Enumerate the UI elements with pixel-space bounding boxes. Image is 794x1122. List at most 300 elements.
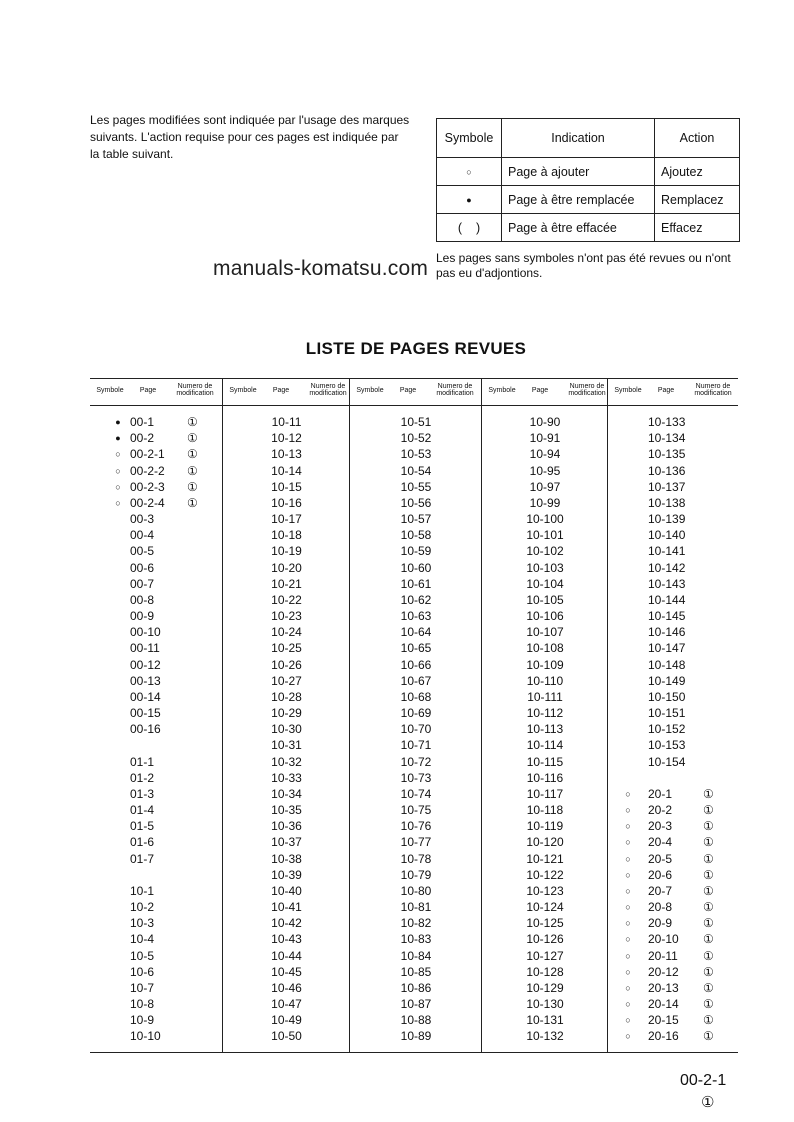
page-ref: 10-58 xyxy=(400,528,432,543)
page-ref: 10-100 xyxy=(526,512,564,527)
page-ref: 00-1 xyxy=(130,415,155,429)
table-row xyxy=(223,786,350,802)
table-row xyxy=(482,543,608,559)
table-row xyxy=(350,899,482,915)
page-ref: 10-29 xyxy=(271,706,302,721)
page-ref: 00-3 xyxy=(130,512,155,527)
page-ref: 10-125 xyxy=(526,916,564,931)
table-row xyxy=(350,479,482,495)
page-ref: 10-115 xyxy=(526,754,564,769)
table-row xyxy=(223,1028,350,1044)
page-ref: 10-55 xyxy=(400,479,432,494)
page-ref: 20-11 xyxy=(648,948,678,963)
table-row xyxy=(223,511,350,527)
table-row xyxy=(90,608,222,624)
page-ref: 10-81 xyxy=(400,900,432,915)
table-row xyxy=(482,770,608,786)
page-ref: 10-107 xyxy=(526,625,564,640)
table-row xyxy=(223,705,350,721)
table-row xyxy=(608,802,739,818)
table-row xyxy=(350,964,482,980)
table-row xyxy=(482,511,608,527)
table-row xyxy=(350,802,482,818)
table-row xyxy=(482,737,608,753)
page-ref: 10-59 xyxy=(400,544,432,559)
table-row xyxy=(608,495,739,511)
page-ref: 10-71 xyxy=(400,738,432,753)
page-ref: 10-117 xyxy=(526,786,564,801)
page-ref: 10-153 xyxy=(648,738,686,753)
page-title: LISTE DE PAGES REVUES xyxy=(305,339,527,358)
revision-symbol: ○ xyxy=(625,788,631,799)
page-ref: 10-137 xyxy=(648,479,686,494)
page-ref: 10-143 xyxy=(648,576,686,591)
table-row xyxy=(350,931,482,947)
table-row xyxy=(482,996,608,1012)
page-ref: 00-5 xyxy=(130,544,155,559)
page-ref: 00-8 xyxy=(130,592,155,607)
page-ref: 10-106 xyxy=(526,609,564,624)
page-ref: 10-37 xyxy=(271,835,302,850)
table-row xyxy=(608,657,739,673)
page-ref: 10-83 xyxy=(400,932,432,947)
page-ref: 10-104 xyxy=(526,576,564,591)
watermark: manuals-komatsu.com xyxy=(213,257,429,280)
column-group-2 xyxy=(222,379,350,1052)
header-page: Page xyxy=(399,387,417,394)
page-ref: 10-62 xyxy=(400,592,432,607)
table-row xyxy=(223,446,350,462)
modification-number: ① xyxy=(703,997,714,1012)
table-row xyxy=(90,560,222,576)
modification-number: ① xyxy=(187,415,198,429)
table-row xyxy=(350,867,482,883)
table-row xyxy=(90,721,222,737)
table-row xyxy=(608,689,739,705)
legend-indication: Page à être effacée xyxy=(502,214,655,242)
table-row xyxy=(482,495,608,511)
page-ref: 20-12 xyxy=(648,964,679,979)
table-row xyxy=(482,786,608,802)
table-row xyxy=(608,463,739,479)
table-row xyxy=(608,899,739,915)
page-ref: 00-12 xyxy=(130,657,161,672)
header-symbol: Symbole xyxy=(96,387,124,394)
page-ref: 10-88 xyxy=(400,1013,432,1028)
page-ref: 10-146 xyxy=(648,625,686,640)
page-ref: 10-51 xyxy=(400,415,432,429)
modification-number: ① xyxy=(703,819,714,834)
legend-indication: Page à ajouter xyxy=(502,158,655,186)
page-ref: 10-4 xyxy=(130,932,155,947)
page-ref: 10-73 xyxy=(400,770,432,785)
page-ref: 10-15 xyxy=(271,479,302,494)
page-ref: 10-1 xyxy=(130,883,155,898)
table-row xyxy=(90,883,222,899)
page-ref: 00-7 xyxy=(130,576,155,591)
page-ref: 00-6 xyxy=(130,560,155,575)
page-ref: 10-84 xyxy=(400,948,432,963)
page-ref: 01-6 xyxy=(130,835,155,850)
table-row xyxy=(350,754,482,770)
page-ref: 10-95 xyxy=(529,463,561,478)
page-ref: 10-139 xyxy=(648,512,686,527)
table-row xyxy=(90,576,222,592)
table-row xyxy=(350,980,482,996)
page-ref: 00-14 xyxy=(130,689,161,704)
table-row xyxy=(90,964,222,980)
symbol-legend-table xyxy=(436,118,740,242)
table-row xyxy=(223,948,350,964)
table-row xyxy=(482,899,608,915)
page-ref: 10-27 xyxy=(271,673,302,688)
table-row xyxy=(90,673,222,689)
table-row xyxy=(482,576,608,592)
table-row xyxy=(482,754,608,770)
page-ref: 00-2-1 xyxy=(130,447,165,462)
page-ref: 10-60 xyxy=(400,560,432,575)
table-row xyxy=(223,802,350,818)
page-ref: 10-136 xyxy=(648,463,686,478)
page-ref: 10-63 xyxy=(400,609,432,624)
table-row xyxy=(90,737,222,753)
table-row xyxy=(482,414,608,430)
page-ref: 10-97 xyxy=(529,479,561,494)
table-row xyxy=(608,430,739,446)
table-row xyxy=(223,721,350,737)
header-symbol: Symbole xyxy=(614,387,642,394)
header-symbol: Symbole xyxy=(229,387,257,394)
column-group-4 xyxy=(481,379,608,1052)
header-symbol: Symbole xyxy=(356,387,384,394)
table-row xyxy=(90,1028,222,1044)
page-ref: 10-35 xyxy=(271,803,302,818)
table-row xyxy=(482,527,608,543)
revision-symbol: ○ xyxy=(115,465,121,476)
modification-number: ① xyxy=(703,803,714,818)
page-ref: 10-116 xyxy=(526,770,564,785)
table-row xyxy=(482,721,608,737)
revision-symbol: ● xyxy=(115,417,121,427)
table-row xyxy=(90,754,222,770)
page-ref: 10-119 xyxy=(526,819,564,834)
revision-symbol: ○ xyxy=(625,837,631,848)
page-ref: 10-2 xyxy=(130,900,155,915)
table-row xyxy=(90,1012,222,1028)
header-modification: Numero de modification xyxy=(694,383,732,397)
table-row xyxy=(223,770,350,786)
page-ref: 10-77 xyxy=(400,835,432,850)
page-ref: 20-5 xyxy=(648,851,673,866)
revision-symbol: ○ xyxy=(625,934,631,945)
legend-symbol: ( ) xyxy=(437,214,502,242)
page-ref: 01-1 xyxy=(130,754,155,769)
page-ref: 10-75 xyxy=(400,803,432,818)
table-row xyxy=(608,867,739,883)
table-row xyxy=(90,818,222,834)
table-row xyxy=(350,705,482,721)
table-row xyxy=(350,948,482,964)
page-ref: 10-150 xyxy=(648,689,686,704)
revision-symbol: ○ xyxy=(115,449,121,460)
page-ref: 10-147 xyxy=(648,641,686,656)
table-row xyxy=(90,511,222,527)
page-ref: 10-17 xyxy=(271,512,302,527)
page-ref: 00-10 xyxy=(130,625,161,640)
page-ref: 10-10 xyxy=(130,1029,161,1044)
table-row xyxy=(608,1028,739,1044)
table-row xyxy=(482,867,608,883)
page-ref: 10-99 xyxy=(529,495,561,510)
table-row xyxy=(482,1012,608,1028)
legend-symbol: ● xyxy=(437,186,502,214)
page-ref: 01-2 xyxy=(130,770,155,785)
page-ref: 20-10 xyxy=(648,932,679,947)
page-ref: 00-2-4 xyxy=(130,495,165,510)
page-ref: 00-11 xyxy=(130,641,160,656)
table-row xyxy=(90,689,222,705)
page-ref: 00-4 xyxy=(130,528,155,543)
page-ref: 10-43 xyxy=(271,932,302,947)
legend-action: Effacez xyxy=(655,214,740,242)
table-row xyxy=(608,851,739,867)
page-ref: 00-9 xyxy=(130,609,155,624)
page-ref: 10-124 xyxy=(526,900,564,915)
table-row xyxy=(90,463,222,479)
page-ref: 10-25 xyxy=(271,641,302,656)
page-ref: 10-89 xyxy=(400,1029,432,1044)
table-row xyxy=(350,657,482,673)
table-row xyxy=(350,463,482,479)
revision-symbol: ○ xyxy=(625,999,631,1010)
page-ref: 20-2 xyxy=(648,803,673,818)
table-row xyxy=(482,463,608,479)
table-row xyxy=(608,673,739,689)
page-ref: 20-7 xyxy=(648,883,673,898)
table-row xyxy=(350,543,482,559)
modification-number: ① xyxy=(703,883,714,898)
page-ref: 10-90 xyxy=(529,415,561,429)
modification-number: ① xyxy=(187,447,198,462)
table-row xyxy=(223,463,350,479)
table-row xyxy=(350,1028,482,1044)
table-row xyxy=(482,915,608,931)
page-ref: 10-151 xyxy=(648,706,686,721)
table-row xyxy=(482,673,608,689)
page-ref: 10-141 xyxy=(648,544,686,559)
table-row xyxy=(90,543,222,559)
page-ref: 10-23 xyxy=(271,609,302,624)
table-row xyxy=(223,689,350,705)
page-ref: 10-128 xyxy=(526,964,564,979)
table-row xyxy=(350,851,482,867)
revised-pages-table xyxy=(90,378,738,1053)
page-ref: 10-61 xyxy=(400,576,432,591)
page-ref: 20-3 xyxy=(648,819,673,834)
page-ref: 10-82 xyxy=(400,916,432,931)
page-ref: 10-113 xyxy=(526,722,564,737)
page-ref: 10-26 xyxy=(271,657,302,672)
modification-number: ① xyxy=(187,431,198,446)
page-ref: 10-109 xyxy=(526,657,564,672)
page-ref: 20-4 xyxy=(648,835,673,850)
legend-action: Ajoutez xyxy=(655,158,740,186)
table-row xyxy=(608,964,739,980)
table-row xyxy=(350,527,482,543)
table-row xyxy=(223,479,350,495)
table-row xyxy=(608,818,739,834)
page-ref: 10-76 xyxy=(400,819,432,834)
table-row xyxy=(223,818,350,834)
table-row xyxy=(608,980,739,996)
page-ref: 10-39 xyxy=(271,867,302,882)
legend-action: Remplacez xyxy=(655,186,740,214)
page-ref: 20-9 xyxy=(648,916,673,931)
table-row xyxy=(223,414,350,430)
modification-number: ① xyxy=(187,463,198,478)
page-ref: 10-33 xyxy=(271,770,302,785)
page-ref: 10-45 xyxy=(271,964,302,979)
page-ref: 10-41 xyxy=(271,900,302,915)
header-page: Page xyxy=(139,387,157,394)
page-ref: 10-110 xyxy=(526,673,564,688)
table-row xyxy=(608,754,739,770)
table-row xyxy=(482,479,608,495)
table-row xyxy=(608,786,739,802)
table-row xyxy=(482,624,608,640)
page-ref: 10-94 xyxy=(529,447,561,462)
page-ref: 00-13 xyxy=(130,673,161,688)
page-ref: 10-16 xyxy=(271,495,302,510)
modification-number: ① xyxy=(703,932,714,947)
page-ref: 10-108 xyxy=(526,641,564,656)
page-number: 00-2-1 xyxy=(680,1072,727,1089)
table-row xyxy=(350,883,482,899)
table-row xyxy=(608,834,739,850)
page-ref: 10-114 xyxy=(526,738,564,753)
table-row xyxy=(223,867,350,883)
modification-number: ① xyxy=(187,479,198,494)
table-row xyxy=(90,786,222,802)
page-ref: 10-31 xyxy=(271,738,302,753)
page-ref: 10-36 xyxy=(271,819,302,834)
modification-number: ① xyxy=(187,495,198,510)
table-row xyxy=(223,964,350,980)
page-ref: 10-47 xyxy=(271,997,302,1012)
table-row xyxy=(350,915,482,931)
page-ref: 10-65 xyxy=(400,641,432,656)
revision-symbol: ● xyxy=(115,433,121,444)
page-ref: 10-54 xyxy=(400,463,432,478)
table-row xyxy=(482,802,608,818)
page-ref: 10-69 xyxy=(400,706,432,721)
page-ref: 10-34 xyxy=(271,786,302,801)
table-row xyxy=(223,915,350,931)
page-ref: 10-145 xyxy=(648,609,686,624)
table-row xyxy=(223,592,350,608)
modification-number: ① xyxy=(703,916,714,931)
page-ref: 10-66 xyxy=(400,657,432,672)
table-row xyxy=(223,931,350,947)
page-ref: 10-40 xyxy=(271,883,302,898)
table-row xyxy=(223,883,350,899)
table-row xyxy=(90,640,222,656)
page-ref: 00-2 xyxy=(130,431,155,446)
table-row xyxy=(482,931,608,947)
table-row xyxy=(223,527,350,543)
page-ref: 10-67 xyxy=(400,673,432,688)
table-row xyxy=(223,851,350,867)
page-ref: 10-64 xyxy=(400,625,432,640)
page-ref: 10-53 xyxy=(400,447,432,462)
table-row xyxy=(223,576,350,592)
page-ref: 10-44 xyxy=(271,948,302,963)
page-ref: 10-86 xyxy=(400,980,432,995)
table-row xyxy=(90,851,222,867)
table-row xyxy=(482,560,608,576)
page-ref: 10-144 xyxy=(648,592,686,607)
page-ref: 00-2-3 xyxy=(130,479,165,494)
table-row xyxy=(482,1028,608,1044)
page-ref: 10-70 xyxy=(400,722,432,737)
table-row xyxy=(482,980,608,996)
revision-symbol: ○ xyxy=(625,805,631,816)
header-symbol: Symbole xyxy=(488,387,516,394)
table-row xyxy=(223,430,350,446)
revision-symbol: ○ xyxy=(115,497,121,508)
page-ref: 10-130 xyxy=(526,997,564,1012)
page-ref: 10-9 xyxy=(130,1013,155,1028)
table-row xyxy=(223,737,350,753)
page-ref: 10-112 xyxy=(526,706,564,721)
page-ref: 10-91 xyxy=(529,431,561,446)
table-row xyxy=(223,899,350,915)
header-modification: Numero de modification xyxy=(309,383,347,397)
page-ref: 10-120 xyxy=(526,835,564,850)
page-ref: 10-19 xyxy=(271,544,302,559)
table-row xyxy=(90,592,222,608)
page-ref: 10-101 xyxy=(526,528,564,543)
page-ref: 10-80 xyxy=(400,883,432,898)
legend-header-action: Action xyxy=(655,119,740,158)
page-ref: 10-102 xyxy=(526,544,564,559)
table-row xyxy=(223,624,350,640)
table-row xyxy=(482,430,608,446)
page-ref: 20-14 xyxy=(648,997,679,1012)
revision-symbol: ○ xyxy=(625,853,631,864)
table-row xyxy=(608,479,739,495)
modification-number: ① xyxy=(703,786,714,801)
page-ref: 01-3 xyxy=(130,786,155,801)
revision-symbol: ○ xyxy=(625,950,631,961)
page-ref: 20-6 xyxy=(648,867,673,882)
modification-number: ① xyxy=(703,900,714,915)
table-row xyxy=(350,430,482,446)
modification-number: ① xyxy=(703,867,714,882)
page-ref: 10-138 xyxy=(648,495,686,510)
page-ref: 10-78 xyxy=(400,851,432,866)
revision-symbol: ○ xyxy=(625,821,631,832)
page-ref: 10-111 xyxy=(527,689,563,704)
table-row xyxy=(90,657,222,673)
header-modification: Numero de modification xyxy=(568,383,606,397)
table-row xyxy=(608,721,739,737)
page-ref: 01-5 xyxy=(130,819,155,834)
revision-symbol: ○ xyxy=(115,481,121,492)
table-row xyxy=(223,608,350,624)
header-page: Page xyxy=(272,387,290,394)
page-ref: 10-126 xyxy=(526,932,564,947)
